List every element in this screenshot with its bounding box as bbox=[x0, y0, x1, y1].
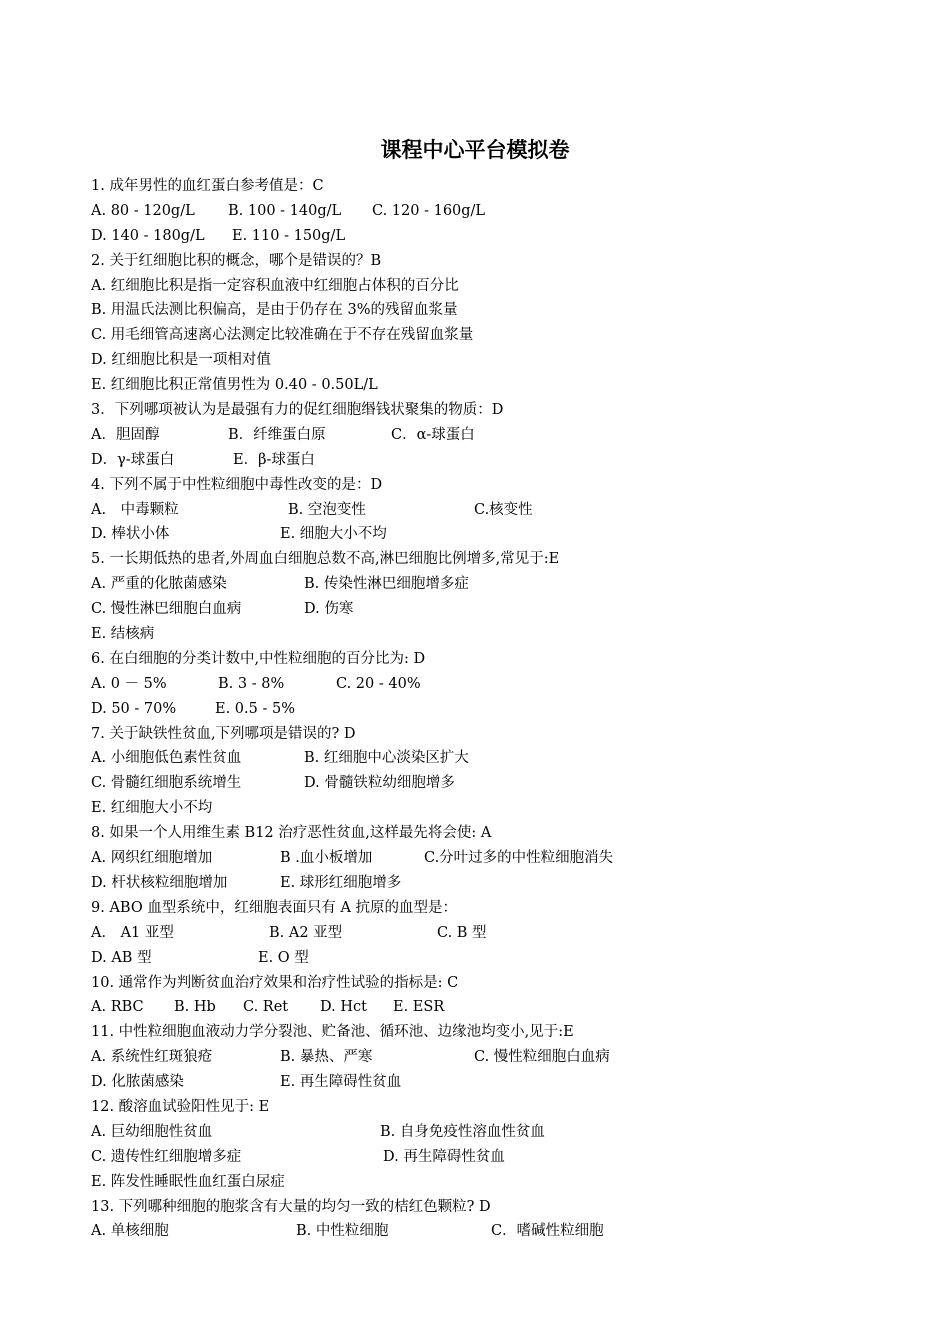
line-text: 12. 酸溶血试验阳性见于: E bbox=[91, 1098, 270, 1115]
text-line bbox=[91, 398, 911, 423]
option-text: C. 遗传性红细胞增多症 bbox=[91, 1148, 242, 1165]
option-text: A. RBC bbox=[91, 999, 144, 1016]
option-text: D. 50 - 70% bbox=[91, 700, 177, 717]
option-text: C. 120 - 160g/L bbox=[372, 202, 486, 219]
text-line bbox=[91, 622, 911, 647]
option-text: E. 细胞大小不均 bbox=[280, 526, 387, 543]
option-text: A．胆固醇 bbox=[91, 426, 160, 443]
option-text: B. 空泡变性 bbox=[288, 501, 366, 518]
text-line bbox=[91, 473, 911, 498]
text-line bbox=[91, 174, 911, 199]
option-text: B. 红细胞中心淡染区扩大 bbox=[304, 750, 469, 767]
option-text: D. 棒状小体 bbox=[91, 526, 170, 543]
option-text: C. 慢性淋巴细胞白血病 bbox=[91, 601, 242, 618]
line-text: 7. 关于缺铁性贫血,下列哪项是错误的? D bbox=[91, 725, 356, 742]
option-text: D. 140 - 180g/L bbox=[91, 227, 205, 244]
option-text: A. 小细胞低色素性贫血 bbox=[91, 750, 242, 767]
option-text: E. 0.5 - 5% bbox=[215, 700, 295, 717]
text-line bbox=[91, 373, 911, 398]
option-row bbox=[91, 1120, 911, 1145]
option-text: B. 3 - 8% bbox=[218, 675, 285, 692]
option-row bbox=[91, 946, 911, 971]
text-line bbox=[91, 547, 911, 572]
option-text: B. A2 亚型 bbox=[269, 924, 343, 941]
text-line bbox=[91, 796, 911, 821]
option-row bbox=[91, 921, 911, 946]
option-row bbox=[91, 1145, 911, 1170]
line-text: 9. ABO 血型系统中，红细胞表面只有 A 抗原的血型是： bbox=[91, 899, 458, 916]
option-row bbox=[91, 672, 911, 697]
option-text: E. ESR bbox=[393, 999, 445, 1016]
option-row bbox=[91, 746, 911, 771]
option-text: C．α-球蛋白 bbox=[391, 426, 475, 443]
line-text: 4. 下列不属于中性粒细胞中毒性改变的是：D bbox=[91, 476, 383, 493]
option-row bbox=[91, 597, 911, 622]
line-text: 2. 关于红细胞比积的概念，哪个是错误的？B bbox=[91, 252, 382, 269]
line-text: 8. 如果一个人用维生素 B12 治疗恶性贫血,这样最先将会使: A bbox=[91, 825, 492, 842]
line-text: E. 阵发性睡眠性血红蛋白尿症 bbox=[91, 1173, 285, 1190]
option-text: D. 伤寒 bbox=[304, 601, 354, 618]
option-row bbox=[91, 522, 911, 547]
text-line bbox=[91, 348, 911, 373]
text-line bbox=[91, 722, 911, 747]
line-text: E. 红细胞比积正常值男性为 0.40 - 0.50L/L bbox=[91, 377, 378, 394]
text-line bbox=[91, 323, 911, 348]
option-text: E. 再生障碍性贫血 bbox=[280, 1074, 402, 1091]
text-line bbox=[91, 1020, 911, 1045]
option-text: B. 暴热、严寒 bbox=[280, 1049, 373, 1066]
line-text: 6. 在白细胞的分类计数中,中性粒细胞的百分比为: D bbox=[91, 650, 426, 667]
option-text: B. 中性粒细胞 bbox=[296, 1223, 389, 1240]
option-row bbox=[91, 498, 911, 523]
option-text: D. 骨髓铁粒幼细胞增多 bbox=[304, 775, 455, 792]
option-text: B. 传染性淋巴细胞增多症 bbox=[304, 576, 469, 593]
option-text: D. 杆状核粒细胞增加 bbox=[91, 874, 228, 891]
option-text: A. 系统性红斑狼疮 bbox=[91, 1049, 213, 1066]
option-row bbox=[91, 697, 911, 722]
option-text: C. 20 - 40% bbox=[336, 675, 421, 692]
option-text: D. AB 型 bbox=[91, 949, 152, 966]
option-text: B. 100 - 140g/L bbox=[228, 202, 342, 219]
line-text: B. 用温氏法测比积偏高，是由于仍存在 3%的残留血浆量 bbox=[91, 302, 458, 319]
line-text: 5. 一长期低热的患者,外周血白细胞总数不高,淋巴细胞比例增多,常见于:E bbox=[91, 551, 560, 568]
option-text: E. O 型 bbox=[258, 949, 309, 966]
text-line bbox=[91, 821, 911, 846]
option-row bbox=[91, 199, 911, 224]
line-text: E. 结核病 bbox=[91, 626, 155, 643]
option-text: D. Hct bbox=[320, 999, 367, 1016]
line-text: D. 红细胞比积是一项相对值 bbox=[91, 352, 271, 369]
text-line bbox=[91, 647, 911, 672]
option-text: E．β-球蛋白 bbox=[233, 451, 315, 468]
option-row bbox=[91, 423, 911, 448]
question-list bbox=[91, 174, 911, 1244]
line-text: 13. 下列哪种细胞的胞浆含有大量的均匀一致的桔红色颗粒? D bbox=[91, 1198, 491, 1215]
option-text: E. 110 - 150g/L bbox=[232, 227, 346, 244]
option-row bbox=[91, 846, 911, 871]
option-text: C.分叶过多的中性粒细胞消失 bbox=[424, 850, 614, 867]
option-text: E. 球形红细胞增多 bbox=[280, 874, 402, 891]
option-row bbox=[91, 572, 911, 597]
option-text: C. Ret bbox=[243, 999, 289, 1016]
option-text: B. Hb bbox=[174, 999, 216, 1016]
option-text: C. 骨髓红细胞系统增生 bbox=[91, 775, 242, 792]
option-text: D. 化脓菌感染 bbox=[91, 1074, 184, 1091]
option-row bbox=[91, 1219, 911, 1244]
option-text: D. 再生障碍性贫血 bbox=[383, 1148, 505, 1165]
option-row bbox=[91, 995, 911, 1020]
option-text: A. 中毒颗粒 bbox=[91, 501, 179, 518]
line-text: 3．下列哪项被认为是最强有力的促红细胞缗钱状聚集的物质：D bbox=[91, 402, 504, 419]
text-line bbox=[91, 298, 911, 323]
option-row bbox=[91, 224, 911, 249]
line-text: 1. 成年男性的血红蛋白参考值是：C bbox=[91, 178, 324, 194]
option-row bbox=[91, 771, 911, 796]
text-line bbox=[91, 1170, 911, 1195]
option-text: A. 80 - 120g/L bbox=[91, 202, 195, 219]
line-text: E. 红细胞大小不均 bbox=[91, 800, 213, 817]
page-title: 课程中心平台模拟卷 bbox=[380, 138, 570, 162]
option-text: C．嗜碱性粒细胞 bbox=[491, 1223, 604, 1240]
line-text: A. 红细胞比积是指一定容积血液中红细胞占体积的百分比 bbox=[91, 277, 459, 294]
option-text: A. 巨幼细胞性贫血 bbox=[91, 1123, 213, 1140]
option-text: A. 0 － 5% bbox=[91, 675, 167, 692]
option-text: B. 自身免疫性溶血性贫血 bbox=[380, 1123, 545, 1140]
text-line bbox=[91, 1195, 911, 1220]
text-line bbox=[91, 896, 911, 921]
text-line bbox=[91, 1095, 911, 1120]
option-text: C.核变性 bbox=[474, 501, 533, 518]
option-row bbox=[91, 1070, 911, 1095]
option-text: C. 慢性粒细胞白血病 bbox=[474, 1049, 610, 1066]
line-text: 11. 中性粒细胞血液动力学分裂池、贮备池、循环池、边缘池均变小,见于:E bbox=[91, 1024, 574, 1041]
line-text: 10. 通常作为判断贫血治疗效果和治疗性试验的指标是: C bbox=[91, 974, 459, 991]
option-text: C. B 型 bbox=[437, 924, 487, 941]
text-line bbox=[91, 249, 911, 274]
option-text: D．γ-球蛋白 bbox=[91, 451, 175, 468]
option-row bbox=[91, 1045, 911, 1070]
option-text: A. 严重的化脓菌感染 bbox=[91, 576, 227, 593]
line-text: C. 用毛细管高速离心法测定比较准确在于不存在残留血浆量 bbox=[91, 327, 474, 344]
option-text: A. 单核细胞 bbox=[91, 1223, 169, 1240]
text-line bbox=[91, 971, 911, 996]
option-text: B．纤维蛋白原 bbox=[228, 426, 326, 443]
option-row bbox=[91, 448, 911, 473]
text-line bbox=[91, 274, 911, 299]
option-text: A. 网织红细胞增加 bbox=[91, 850, 213, 867]
option-text: A． A1 亚型 bbox=[91, 924, 174, 941]
option-text: B .血小板增加 bbox=[280, 850, 373, 867]
option-row bbox=[91, 871, 911, 896]
